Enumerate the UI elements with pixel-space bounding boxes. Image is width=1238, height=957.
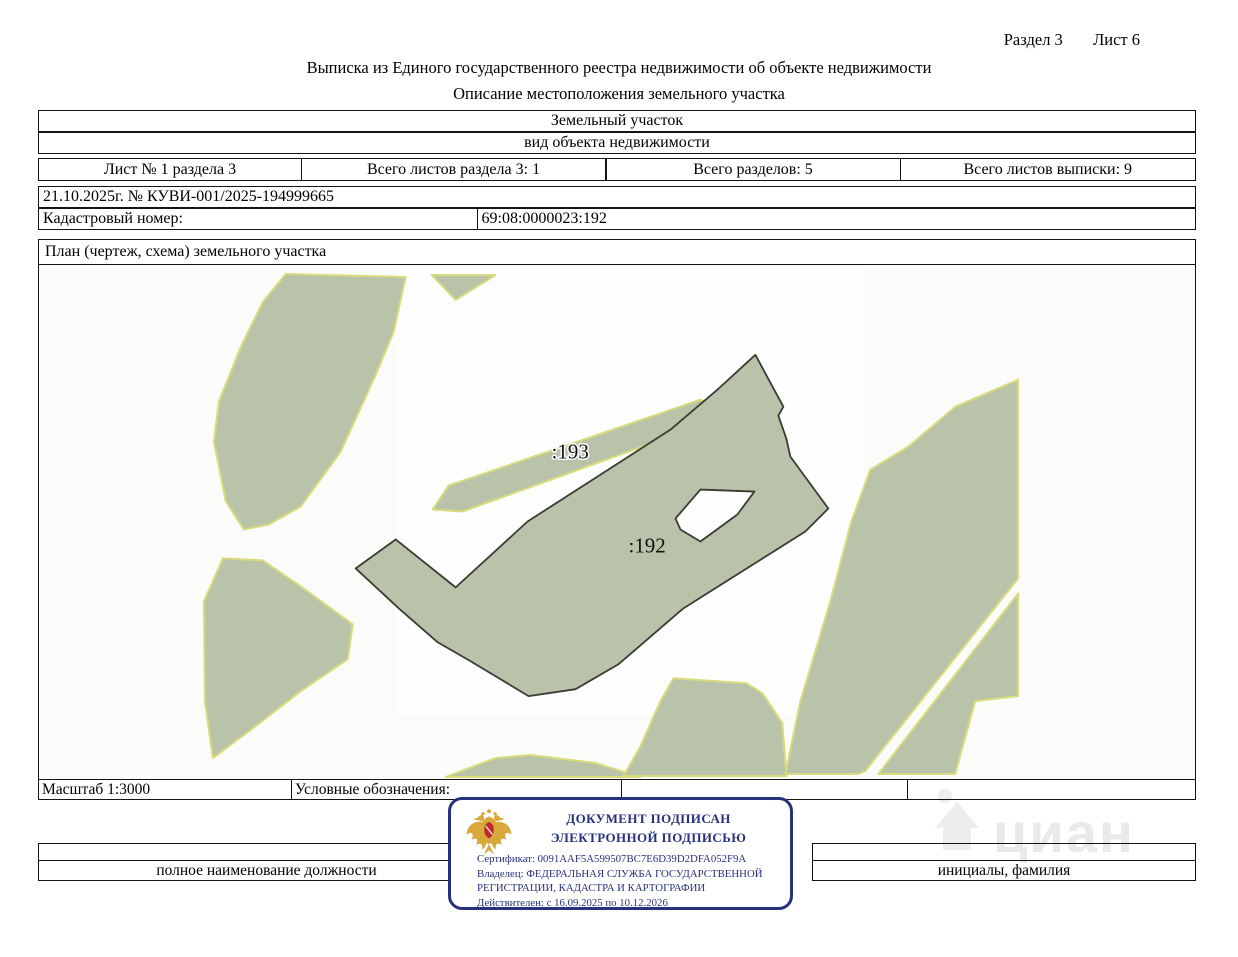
stamp-validity: Действителен: с 16.09.2025 по 10.12.2026 — [477, 896, 668, 909]
object-type-row — [38, 110, 1196, 132]
cadastral-label: Кадастровый номер: — [38, 208, 478, 230]
coat-of-arms-icon — [463, 806, 515, 858]
cadastral-map — [39, 265, 1195, 779]
stamp-title-line1: ДОКУМЕНТ ПОДПИСАН — [566, 811, 731, 826]
plan-box — [38, 239, 1196, 800]
parcel-label-192: :192 — [628, 533, 666, 558]
signature-right-table — [812, 843, 1196, 881]
legend-cell-empty — [907, 780, 1195, 800]
request-number-row: 21.10.2025г. № КУВИ-001/2025-194999665 — [38, 186, 1196, 208]
signature-left-table — [38, 843, 495, 881]
signature-right-caption: инициалы, фамилия — [812, 860, 1196, 881]
stamp-title-line2: ЭЛЕКТРОННОЙ ПОДПИСЬЮ — [550, 830, 747, 845]
sheet-cell: Лист № 1 раздела 3 — [38, 158, 302, 181]
sheets-summary-row — [38, 158, 1196, 181]
sheet-cell: Всего листов выписки: 9 — [900, 158, 1197, 181]
section-number: Раздел 3 — [1003, 30, 1063, 49]
map-scale: Масштаб 1:3000 — [42, 781, 151, 798]
plan-title: План (чертеж, схема) земельного участка — [39, 240, 1195, 265]
cadastral-value: 69:08:0000023:192 — [477, 208, 1197, 230]
object-type-value: Земельный участок — [550, 112, 684, 129]
parcel-label-193: :193 — [551, 439, 589, 464]
watermark-text: циан — [993, 801, 1135, 864]
document-title: Выписка из Единого государственного реестра недвижимости об объекте недвижимости — [306, 58, 932, 77]
signature-left-input-row — [38, 843, 495, 861]
stamp-owner: Владелец: ФЕДЕРАЛЬНАЯ СЛУЖБА ГОСУДАРСТВЕННОЙ РЕГИСТРАЦИИ, КАДАСТРА И КАРТОГРАФИИ — [477, 867, 763, 894]
object-type-caption: вид объекта недвижимости — [524, 134, 710, 151]
signature-left-caption: полное наименование должности — [38, 860, 495, 881]
page-corner — [1004, 30, 1140, 50]
legend-label: Условные обозначения: — [291, 780, 621, 800]
sheet-cell: Всего разделов: 5 — [605, 158, 901, 181]
sheet-number: Лист 6 — [1093, 30, 1140, 49]
stamp-certificate: Сертификат: 0091AAF5A599507BC7E6D39D2DFA052F9A — [477, 853, 747, 865]
document-subtitle: Описание местоположения земельного участка — [453, 84, 785, 103]
cadastral-number-row — [38, 208, 1196, 230]
cadastral-map-svg — [39, 265, 1194, 779]
sheet-cell: Всего листов раздела 3: 1 — [301, 158, 607, 181]
signature-stamp — [448, 797, 793, 910]
signature-right-input-row — [812, 843, 1196, 861]
object-type-caption-row — [38, 132, 1196, 154]
